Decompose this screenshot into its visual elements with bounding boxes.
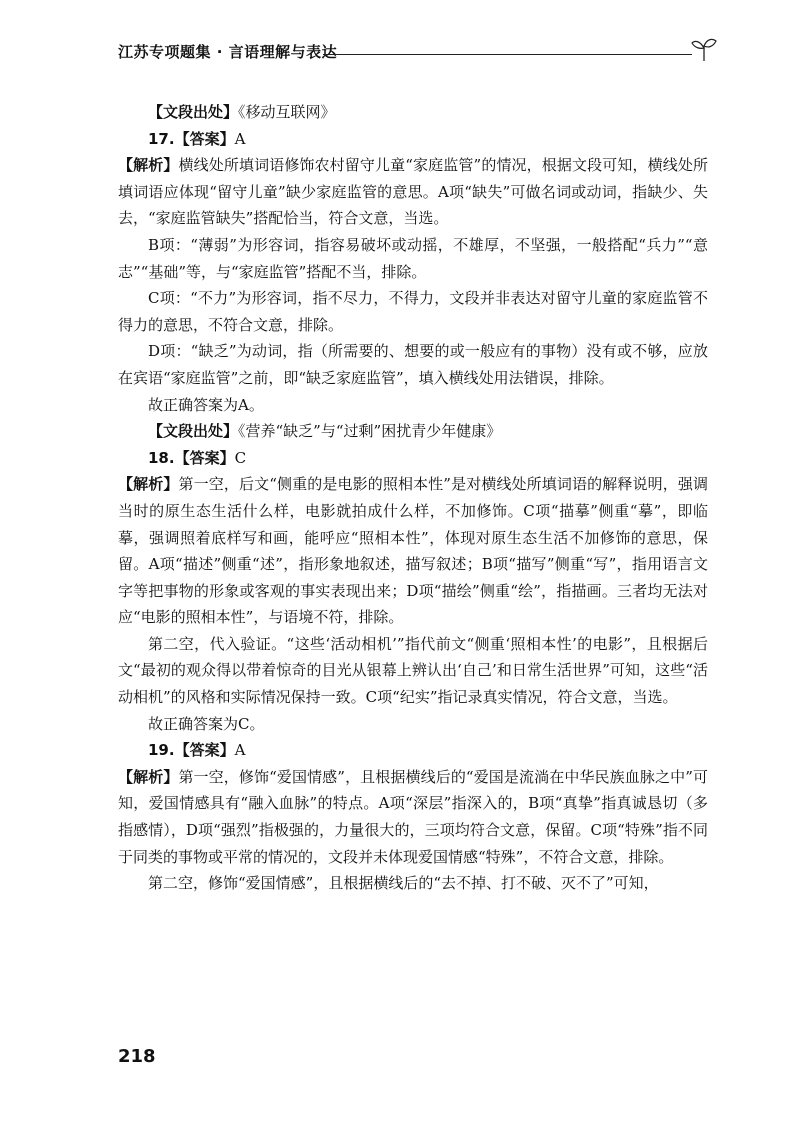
paragraph-text: 《移动互联网》	[238, 103, 336, 121]
paragraph	[118, 152, 708, 232]
paragraph-text: 故正确答案为A。	[148, 395, 264, 414]
paragraph-label: 【解析】	[118, 156, 179, 175]
paragraph	[118, 285, 708, 338]
paragraph-text: A	[234, 741, 246, 760]
paragraph-text: 第二空，代入验证。“这些‘活动相机’”指代前文“侧重‘照相本性’的电影”，且根据后文“最初的观众得以带着惊奇的目光从银幕上辨认出‘自己’和日常生活世界”可知，这些“活动相机”的风格和实际情况保持一致。C项“纪实”指记录真实情况，符合文意，当选。	[118, 634, 708, 707]
page-number: 218	[118, 1046, 156, 1067]
paragraph	[118, 737, 708, 764]
paragraph	[118, 445, 708, 472]
paragraph-label: 【文段出处】	[148, 103, 239, 121]
paragraph	[118, 870, 708, 897]
header-rule	[323, 54, 692, 55]
paragraph-text: B项：“薄弱”为形容词，指容易破坏或动摇，不雄厚，不坚强，一般搭配“兵力”“意志”“基础”等，与“家庭监管”搭配不当，排除。	[118, 235, 708, 281]
paragraph-label: 【解析】	[118, 475, 179, 494]
paragraph-text: C项：“不力”为形容词，指不尽力，不得力，文段并非表达对留守儿童的家庭监管不得力的意思，不符合文意，排除。	[118, 289, 708, 334]
paragraph-text: A	[234, 129, 246, 148]
paragraph	[118, 338, 708, 391]
paragraph	[118, 764, 708, 870]
paragraph-text: 第一空，后文“侧重的是电影的照相本性”是对横线处所填词语的解释说明，强调当时的原生态生活什么样，电影就拍成什么样，不加修饰。C项“描摹”侧重“摹”，即临摹，强调照着底样写和画，能呼应“照相本性”，体现对原生态生活不加修饰的意思，保留。A项“描述”侧重“述”，指形象地叙述，描写叙述；B项“描写”侧重“写”，指用语言文字等把事物的形象或客观的事实表现出来；D项“描绘”侧重“绘”，指描画。三者均无法对应“电影的照相本性”，与语境不符，排除。	[118, 475, 708, 627]
paragraph	[118, 99, 708, 126]
paragraph-label: 【解析】	[118, 767, 179, 786]
paragraph	[118, 711, 708, 738]
paragraph-text: 故正确答案为C。	[148, 714, 265, 733]
paragraph-label: 18.【答案】	[148, 448, 235, 467]
paragraph-label: 17.【答案】	[148, 129, 235, 148]
paragraph-text: 第一空，修饰“爱国情感”，且根据横线后的“爱国是流淌在中华民族血脉之中”可知，爱国情感具有“融入血脉”的特点。A项“深层”指深入的，B项“真挚”指真诚恳切（多指感情），D项“强烈”指极强的，力量很大的，三项均符合文意，保留。C项“特殊”指不同于同类的事物或平常的情况的，文段并未体现爱国情感“特殊”，不符合文意，排除。	[118, 767, 708, 866]
paragraph	[118, 418, 708, 445]
paragraph	[118, 471, 708, 631]
paragraph-text: D项：“缺乏”为动词，指（所需要的、想要的或一般应有的事物）没有或不够，应放在宾语“家庭监管”之前，即“缺乏家庭监管”，填入横线处用法错误，排除。	[118, 342, 708, 387]
paragraph-text: 第二空，修饰“爱国情感”，且根据横线后的“去不掉、打不破、灭不了”可知，	[148, 874, 659, 893]
page-body	[118, 99, 708, 897]
paragraph	[118, 631, 708, 711]
header-title: 江苏专项题集 · 言语理解与表达	[118, 43, 338, 61]
paragraph-label: 【文段出处】	[148, 422, 239, 441]
paragraph	[118, 232, 708, 285]
paragraph-text: 《营养“缺乏”与“过剩”困扰青少年健康》	[238, 422, 502, 441]
paragraph	[118, 126, 708, 153]
running-header	[118, 36, 718, 70]
paragraph-text: 横线处所填词语修饰农村留守儿童“家庭监管”的情况，根据文段可知，横线处所填词语应体现“留守儿童”缺少家庭监管的意思。A项“缺失”可做名词或动词，指缺少、失去，“家庭监管缺失”搭配恰当，符合文意，当选。	[118, 156, 708, 228]
paragraph-label: 19.【答案】	[148, 741, 235, 760]
sprout-icon	[690, 36, 718, 62]
paragraph-text: C	[234, 448, 247, 467]
paragraph	[118, 392, 708, 419]
